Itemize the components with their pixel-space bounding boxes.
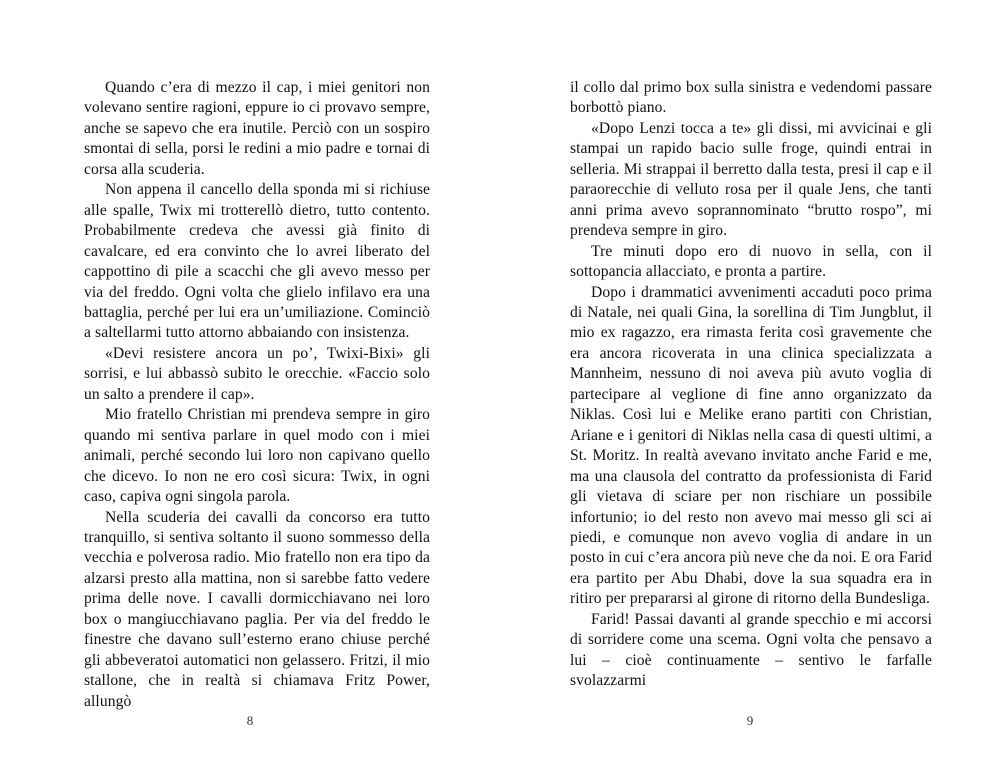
page-right <box>500 0 1000 767</box>
paragraph-continued: il collo dal primo box sulla sinistra e vedendomi passare borbottò piano. <box>570 79 932 117</box>
page-number-left: 8 <box>246 713 254 728</box>
left-page-text-block <box>84 78 430 712</box>
paragraph: Mio fratello Christian mi prendeva sempre in giro quando mi sentiva parlare in quel modo con i miei animali, perché secondo lui loro non capivano quello che dicevo. Io non ne ero così sicura: Twix, in ogni caso, capiva ogni singola parola. <box>84 406 430 506</box>
page-number-right: 9 <box>746 713 754 728</box>
paragraph: Farid! Passai davanti al grande specchio e mi accorsi di sorridere come una scema. Ogni volta che pensavo a lui – cioè continuamente – sentivo le farfalle svolazzarmi <box>570 610 932 690</box>
right-page-text-block <box>570 78 932 692</box>
paragraph: Quando c’era di mezzo il cap, i miei genitori non volevano sentire ragioni, eppure io ci provavo sempre, anche se sapevo che era inutile. Perciò con un sospiro smontai di sella, porsi le redini a mio padre e tornai di corsa alla scuderia. <box>84 79 430 178</box>
paragraph: «Dopo Lenzi tocca a te» gli dissi, mi avvicinai e gli stampai un rapido bacio sulle froge, quindi entrai in selleria. Mi strappai il berretto dalla testa, presi il cap e il paraorecchie di velluto rosa per il quale Jens, che tanti anni prima avevo soprannominato “brutto rospo”, mi prendeva sempre in giro. <box>570 119 932 240</box>
paragraph: «Devi resistere ancora un po’, Twixi-Bixi» gli sorrisi, e lui abbassò subito le orecchie. «Faccio solo un salto a prendere il cap». <box>84 344 430 403</box>
paragraph: Dopo i drammatici avvenimenti accaduti poco prima di Natale, nei quali Gina, la sorellina di Tim Jungblut, il mio ex ragazzo, era rimasta ferita così gravemente che era ancora ricoverata in una clinica specializzata a Mannheim, nessuno di noi aveva più avuto voglia di partecipare al veglione di fine anno organizzato da Niklas. Così lui e Melike erano partiti con Christian, Ariane e i genitori di Niklas nella casa di questi ultimi, a St. Moritz. In realtà avevano invitato anche Farid e me, ma una clausola del contratto da professionista di Farid gli vietava di sciare per non rischiare un possibile infortunio; io del resto non avevo mai messo gli sci ai piedi, e comunque non avevo voglia di andare in un posto in cui c’era ancora più neve che da noi. E ora Farid era partito per Abu Dhabi, dove la sua squadra era in ritiro per prepararsi al girone di ritorno della Bundesliga. <box>570 283 932 608</box>
paragraph: Tre minuti dopo ero di nuovo in sella, con il sottopancia allacciato, e pronta a partire. <box>570 242 932 281</box>
paragraph: Non appena il cancello della sponda mi si richiuse alle spalle, Twix mi trotterellò dietro, tutto contento. Probabilmente credeva che avessi già finito di cavalcare, ed era convinto che lo avrei liberato del cappottino di pile a scacchi che gli avevo messo per via del freddo. Ogni volta che glielo infilavo era una battaglia, perché per lui era un’umiliazione. Cominciò a saltellarmi tutto attorno abbaiando con insistenza. <box>84 181 430 342</box>
paragraph: Nella scuderia dei cavalli da concorso era tutto tranquillo, si sentiva soltanto il suono sommesso della vecchia e polverosa radio. Mio fratello non era tipo da alzarsi presto alla mattina, non si sarebbe fatto vedere prima delle nove. I cavalli dormicchiavano nei loro box o mangiucchiavano paglia. Per via del freddo le finestre che davano sull’esterno erano chiuse perché gli abbeveratoi automatici non gelassero. Fritzi, il mio stallone, che in realtà si chiamava Fritz Power, allungò <box>84 508 430 710</box>
